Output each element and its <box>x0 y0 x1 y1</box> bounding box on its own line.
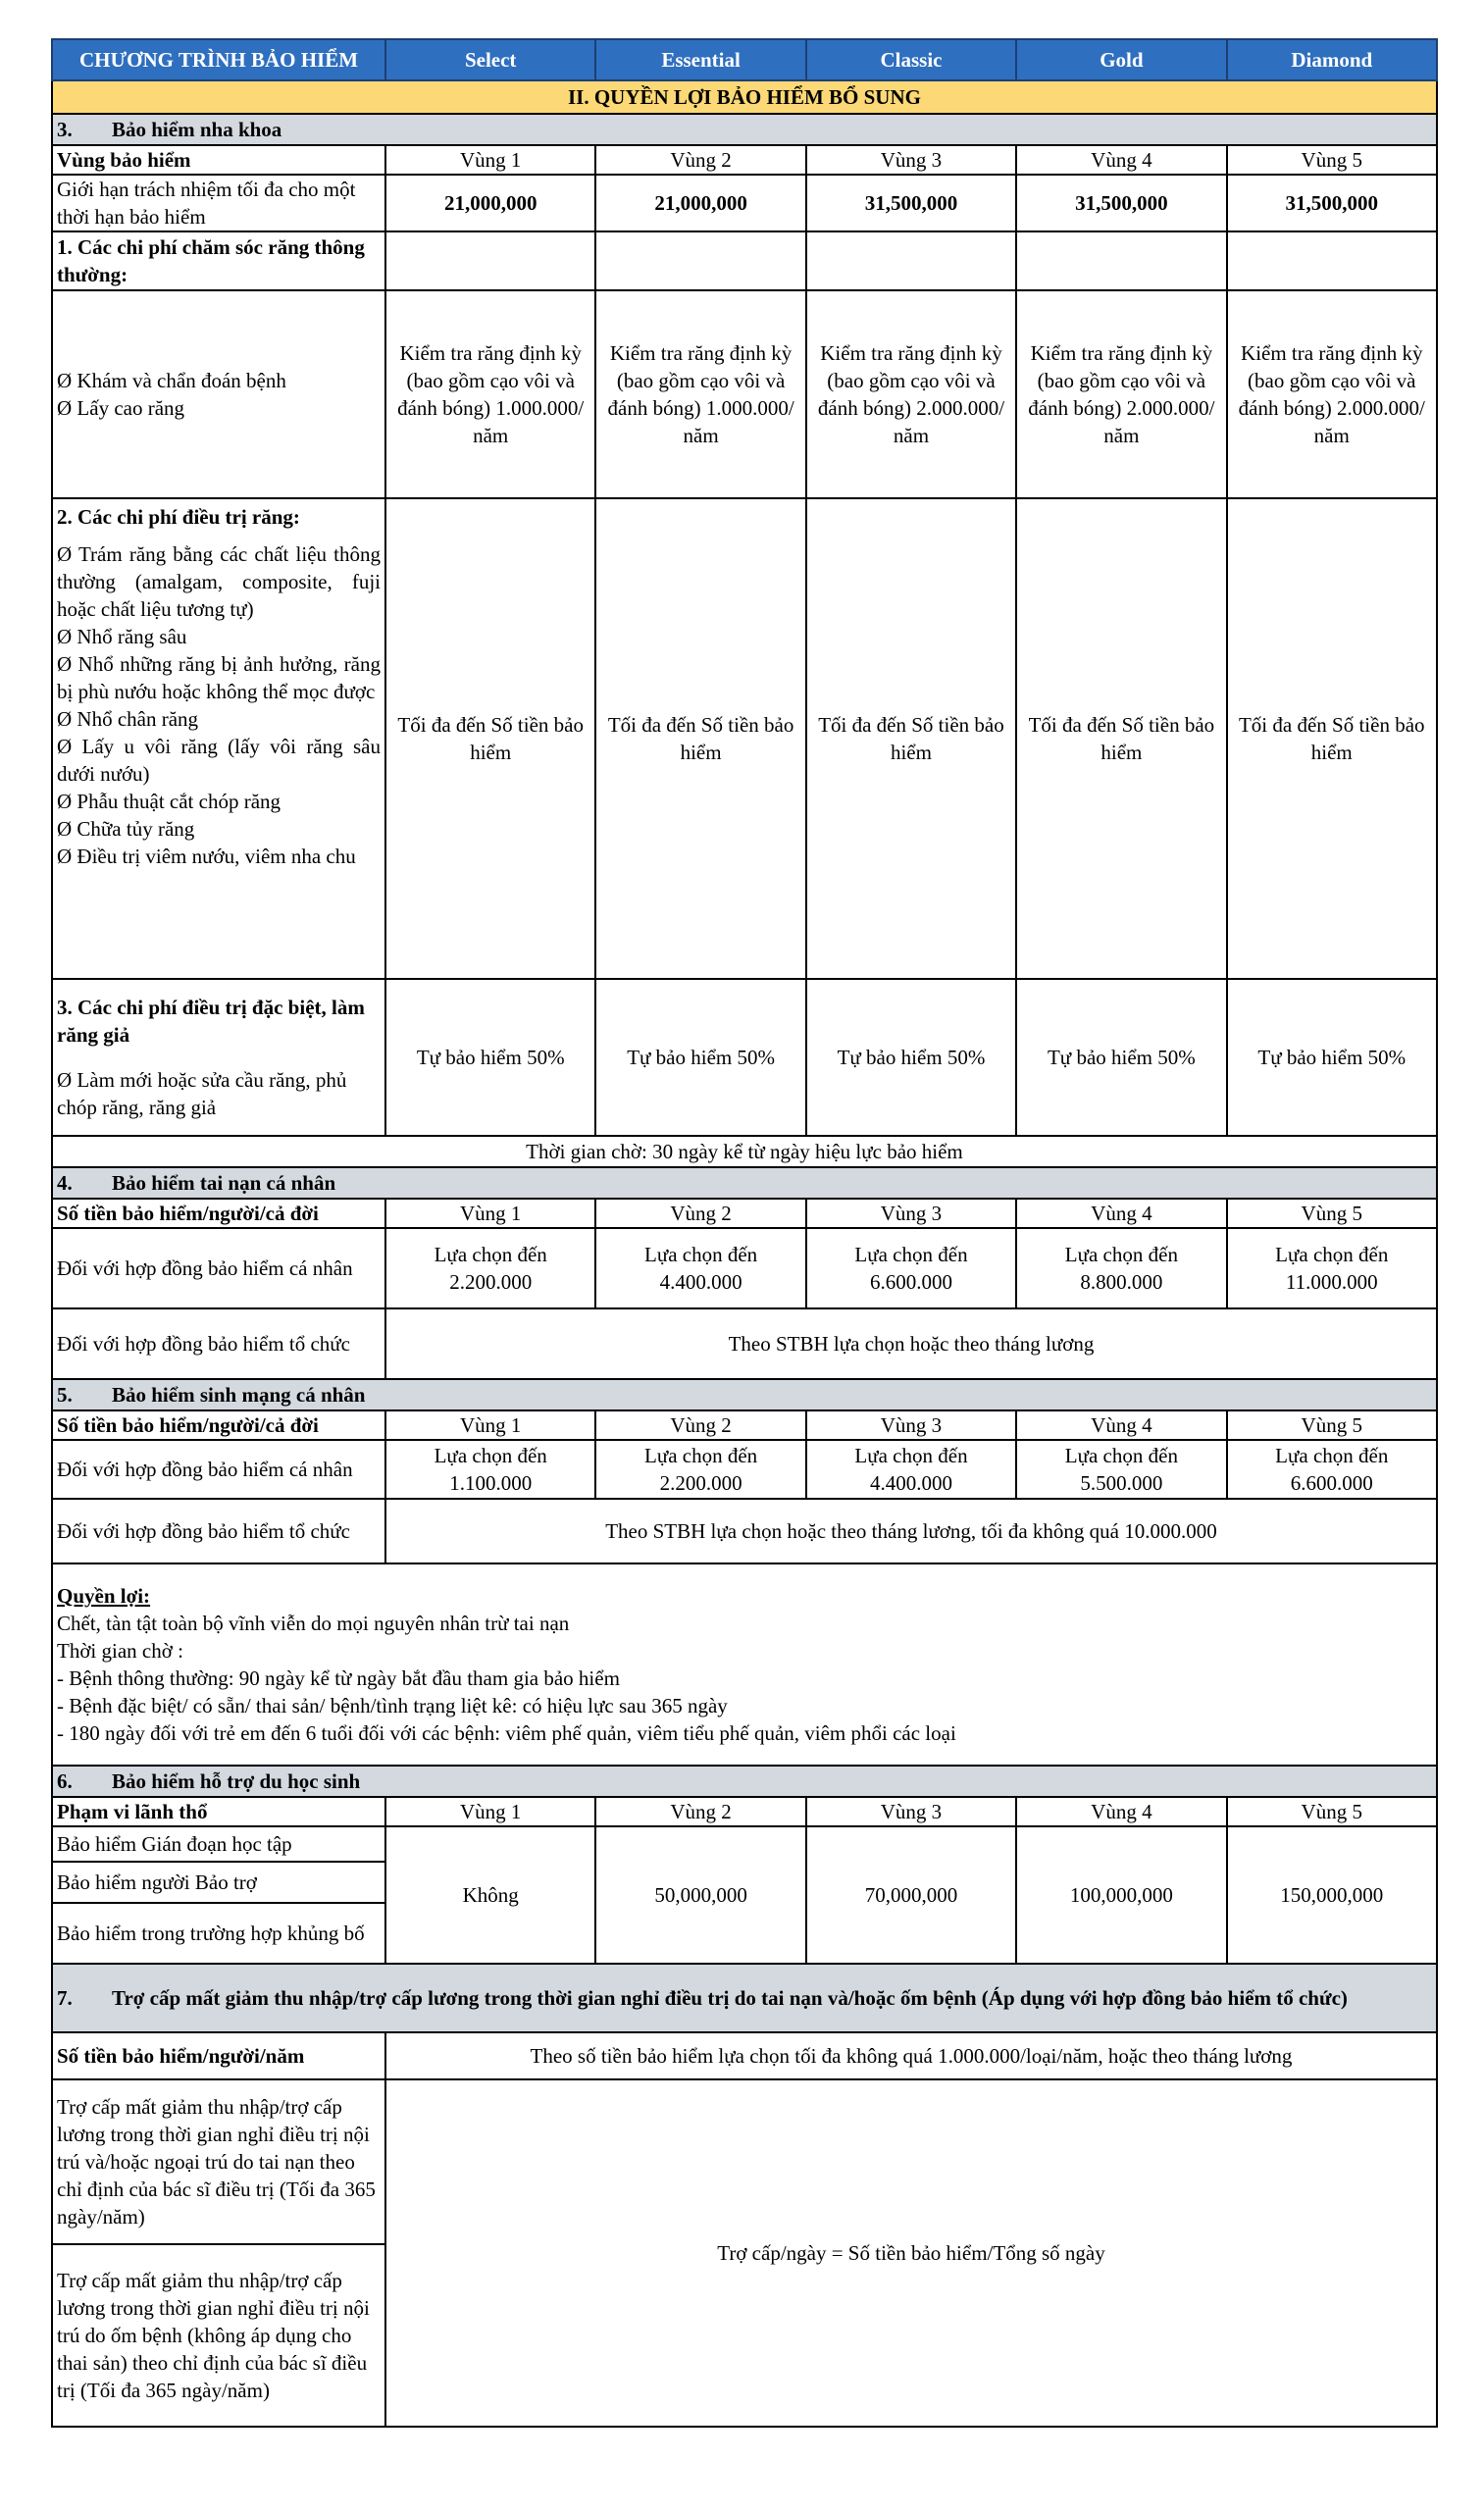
table-row <box>52 145 1437 175</box>
zone-cell: Vùng 1 <box>385 1797 595 1826</box>
waiting-note: Thời gian chờ: 30 ngày kể từ ngày hiệu lực bảo hiểm <box>52 1136 1437 1167</box>
section-number: 7. <box>57 1986 73 2010</box>
value-cell: 50,000,000 <box>595 1826 805 1964</box>
list-item: Ø Lấy u vôi răng (lấy vôi răng sâu dưới nướu) <box>57 735 381 786</box>
row-label: 1. Các chi phí chăm sóc răng thông thường: <box>52 231 385 290</box>
row-label: Phạm vi lãnh thổ <box>52 1797 385 1826</box>
study-title: Bảo hiểm hỗ trợ du học sinh <box>112 1769 361 1793</box>
table-row <box>52 1308 1437 1379</box>
table-row <box>52 2079 1437 2244</box>
value-cell: Kiểm tra răng định kỳ (bao gồm cạo vôi và đánh bóng) 1.000.000/ năm <box>385 290 595 498</box>
section-number: 3. <box>57 118 73 141</box>
zone-cell: Vùng 4 <box>1016 145 1226 175</box>
list-item: - 180 ngày đối với trẻ em đến 6 tuổi đối với các bệnh: viêm phế quản, viêm tiểu phế quản, viêm phổi các loại <box>57 1721 956 1745</box>
list-item: Ø Nhổ chân răng <box>57 707 199 731</box>
plan-gold: Gold <box>1016 39 1226 80</box>
benefits-title: Quyền lợi: <box>57 1584 151 1608</box>
row-label: Trợ cấp mất giảm thu nhập/trợ cấp lương trong thời gian nghỉ điều trị nội trú và/hoặc ngoại trú do tai nạn theo chỉ định của bác sĩ điều trị (Tối đa 365 ngày/năm) <box>52 2079 385 2244</box>
value-cell: Không <box>385 1826 595 1964</box>
value-cell: 70,000,000 <box>806 1826 1016 1964</box>
value-cell: 31,500,000 <box>1016 175 1226 231</box>
value-cell: Tối đa đến Số tiền bảo hiểm <box>1227 498 1437 979</box>
value-cell: Tự bảo hiểm 50% <box>385 979 595 1136</box>
table-row <box>52 1797 1437 1826</box>
row-label: Đối với hợp đồng bảo hiểm cá nhân <box>52 1228 385 1308</box>
zone-cell: Vùng 3 <box>806 1410 1016 1440</box>
row-label: Số tiền bảo hiểm/người/cả đời <box>52 1199 385 1228</box>
table-row <box>52 1228 1437 1308</box>
table-row <box>52 1136 1437 1167</box>
income-band <box>52 1964 1437 2032</box>
life-band <box>52 1379 1437 1410</box>
value-cell: Lựa chọn đến 6.600.000 <box>1227 1440 1437 1499</box>
list-item: Ø Chữa tủy răng <box>57 817 195 841</box>
value-cell: 31,500,000 <box>806 175 1016 231</box>
section-number: 6. <box>57 1769 73 1793</box>
value-cell: 31,500,000 <box>1227 175 1437 231</box>
value-cell: Tự bảo hiểm 50% <box>1016 979 1226 1136</box>
table-row <box>52 290 1437 498</box>
list-item: Ø Khám và chẩn đoán bệnh <box>57 369 286 392</box>
row-label: Bảo hiểm trong trường hợp khủng bố <box>52 1903 385 1964</box>
zone-cell: Vùng 3 <box>806 145 1016 175</box>
row-label: 3. Các chi phí điều trị đặc biệt, làm răng giả <box>57 996 365 1047</box>
dental-title: Bảo hiểm nha khoa <box>112 118 282 141</box>
benefits-table <box>51 38 1438 2428</box>
list-item: Ø Điều trị viêm nướu, viêm nha chu <box>57 845 356 868</box>
value-cell: Kiểm tra răng định kỳ (bao gồm cạo vôi và đánh bóng) 1.000.000/ năm <box>595 290 805 498</box>
income-title: Trợ cấp mất giảm thu nhập/trợ cấp lương trong thời gian nghỉ điều trị do tai nạn và/hoặc ốm bệnh (Áp dụng với hợp đồng bảo hiểm tổ chức) <box>112 1986 1348 2010</box>
table-row <box>52 175 1437 231</box>
value-cell: Theo số tiền bảo hiểm lựa chọn tối đa không quá 1.000.000/loại/năm, hoặc theo tháng lương <box>385 2032 1437 2079</box>
dental-band <box>52 114 1437 145</box>
value-cell: Lựa chọn đến 8.800.000 <box>1016 1228 1226 1308</box>
row-label: Đối với hợp đồng bảo hiểm tổ chức <box>52 1308 385 1379</box>
zone-cell: Vùng 4 <box>1016 1199 1226 1228</box>
table-row <box>52 498 1437 979</box>
value-cell: Lựa chọn đến 4.400.000 <box>595 1228 805 1308</box>
row-label: Số tiền bảo hiểm/người/năm <box>52 2032 385 2079</box>
plan-diamond: Diamond <box>1227 39 1437 80</box>
table-row <box>52 1563 1437 1766</box>
value-cell: Tối đa đến Số tiền bảo hiểm <box>595 498 805 979</box>
zone-cell: Vùng 5 <box>1227 1410 1437 1440</box>
table-row <box>52 1440 1437 1499</box>
life-title: Bảo hiểm sinh mạng cá nhân <box>112 1383 366 1407</box>
list-item: Thời gian chờ : <box>57 1639 183 1663</box>
row-label: Trợ cấp mất giảm thu nhập/trợ cấp lương trong thời gian nghỉ điều trị nội trú do ốm bệnh (không áp dụng cho thai sản) theo chỉ định của bác sĩ điều trị (Tối đa 365 ngày/năm) <box>52 2244 385 2427</box>
value-cell: Tự bảo hiểm 50% <box>1227 979 1437 1136</box>
value-cell: 100,000,000 <box>1016 1826 1226 1964</box>
accident-band <box>52 1167 1437 1199</box>
value-cell: Kiểm tra răng định kỳ (bao gồm cạo vôi và đánh bóng) 2.000.000/ năm <box>806 290 1016 498</box>
value-cell: 21,000,000 <box>385 175 595 231</box>
zone-cell: Vùng 2 <box>595 1797 805 1826</box>
value-cell: Tối đa đến Số tiền bảo hiểm <box>806 498 1016 979</box>
zone-cell: Vùng 4 <box>1016 1797 1226 1826</box>
row-label: Số tiền bảo hiểm/người/cả đời <box>52 1410 385 1440</box>
list-item: Chết, tàn tật toàn bộ vĩnh viễn do mọi nguyên nhân trừ tai nạn <box>57 1612 570 1635</box>
zone-cell: Vùng 4 <box>1016 1410 1226 1440</box>
plan-classic: Classic <box>806 39 1016 80</box>
list-item: Ø Phẫu thuật cắt chóp răng <box>57 790 281 813</box>
value-cell: Tối đa đến Số tiền bảo hiểm <box>1016 498 1226 979</box>
program-label: CHƯƠNG TRÌNH BẢO HIỂM <box>52 39 385 80</box>
row-label: Đối với hợp đồng bảo hiểm tổ chức <box>52 1499 385 1563</box>
table-row <box>52 1826 1437 1862</box>
value-cell: 21,000,000 <box>595 175 805 231</box>
value-cell: Lựa chọn đến 5.500.000 <box>1016 1440 1226 1499</box>
table-row <box>52 979 1437 1136</box>
list-item: - Bệnh đặc biệt/ có sẵn/ thai sản/ bệnh/tình trạng liệt kê: có hiệu lực sau 365 ngày <box>57 1694 728 1717</box>
row-label: Giới hạn trách nhiệm tối đa cho một thời hạn bảo hiểm <box>52 175 385 231</box>
zone-cell: Vùng 2 <box>595 145 805 175</box>
value-cell: Lựa chọn đến 11.000.000 <box>1227 1228 1437 1308</box>
accident-title: Bảo hiểm tai nạn cá nhân <box>112 1171 336 1195</box>
list-item: Ø Nhổ răng sâu <box>57 625 187 648</box>
zone-cell: Vùng 3 <box>806 1199 1016 1228</box>
row-label: Đối với hợp đồng bảo hiểm cá nhân <box>52 1440 385 1499</box>
plan-select: Select <box>385 39 595 80</box>
zone-cell: Vùng 1 <box>385 1199 595 1228</box>
table-row <box>52 1499 1437 1563</box>
row-label: Bảo hiểm Gián đoạn học tập <box>52 1826 385 1862</box>
zone-cell: Vùng 1 <box>385 145 595 175</box>
value-cell: Lựa chọn đến 1.100.000 <box>385 1440 595 1499</box>
value-cell: Theo STBH lựa chọn hoặc theo tháng lương <box>385 1308 1437 1379</box>
zone-cell: Vùng 2 <box>595 1199 805 1228</box>
zone-cell: Vùng 2 <box>595 1410 805 1440</box>
row-label: 2. Các chi phí điều trị răng: <box>57 505 300 529</box>
value-cell: Lựa chọn đến 6.600.000 <box>806 1228 1016 1308</box>
value-cell: Lựa chọn đến 4.400.000 <box>806 1440 1016 1499</box>
study-band <box>52 1766 1437 1797</box>
table-row <box>52 2032 1437 2079</box>
row-label: Bảo hiểm người Bảo trợ <box>52 1862 385 1903</box>
value-cell: Kiểm tra răng định kỳ (bao gồm cạo vôi và đánh bóng) 2.000.000/ năm <box>1016 290 1226 498</box>
zone-cell: Vùng 5 <box>1227 145 1437 175</box>
value-cell: Lựa chọn đến 2.200.000 <box>595 1440 805 1499</box>
value-cell: Theo STBH lựa chọn hoặc theo tháng lương, tối đa không quá 10.000.000 <box>385 1499 1437 1563</box>
value-cell: Lựa chọn đến 2.200.000 <box>385 1228 595 1308</box>
section-number: 4. <box>57 1171 73 1195</box>
header-row <box>52 39 1437 80</box>
row-label: Vùng bảo hiểm <box>52 145 385 175</box>
list-item: - Bệnh thông thường: 90 ngày kể từ ngày bắt đầu tham gia bảo hiểm <box>57 1666 620 1690</box>
section-title-row <box>52 80 1437 114</box>
zone-cell: Vùng 1 <box>385 1410 595 1440</box>
plan-essential: Essential <box>595 39 805 80</box>
value-cell: 150,000,000 <box>1227 1826 1437 1964</box>
zone-cell: Vùng 5 <box>1227 1797 1437 1826</box>
section-title: II. QUYỀN LỢI BẢO HIỂM BỔ SUNG <box>52 80 1437 114</box>
zone-cell: Vùng 3 <box>806 1797 1016 1826</box>
list-item: Ø Làm mới hoặc sửa cầu răng, phủ chóp răng, răng giả <box>57 1068 347 1119</box>
section-number: 5. <box>57 1383 73 1407</box>
formula-cell: Trợ cấp/ngày = Số tiền bảo hiểm/Tổng số ngày <box>385 2079 1437 2427</box>
table-row <box>52 231 1437 290</box>
value-cell: Kiểm tra răng định kỳ (bao gồm cạo vôi và đánh bóng) 2.000.000/ năm <box>1227 290 1437 498</box>
zone-cell: Vùng 5 <box>1227 1199 1437 1228</box>
value-cell: Tự bảo hiểm 50% <box>806 979 1016 1136</box>
table-row <box>52 1199 1437 1228</box>
list-item: Ø Trám răng bằng các chất liệu thông thường (amalgam, composite, fuji hoặc chất liệu tương tự) <box>57 542 381 621</box>
table-row <box>52 1410 1437 1440</box>
list-item: Ø Nhổ những răng bị ảnh hưởng, răng bị phù nướu hoặc không thể mọc được <box>57 652 381 703</box>
list-item: Ø Lấy cao răng <box>57 396 185 420</box>
value-cell: Tối đa đến Số tiền bảo hiểm <box>385 498 595 979</box>
value-cell: Tự bảo hiểm 50% <box>595 979 805 1136</box>
